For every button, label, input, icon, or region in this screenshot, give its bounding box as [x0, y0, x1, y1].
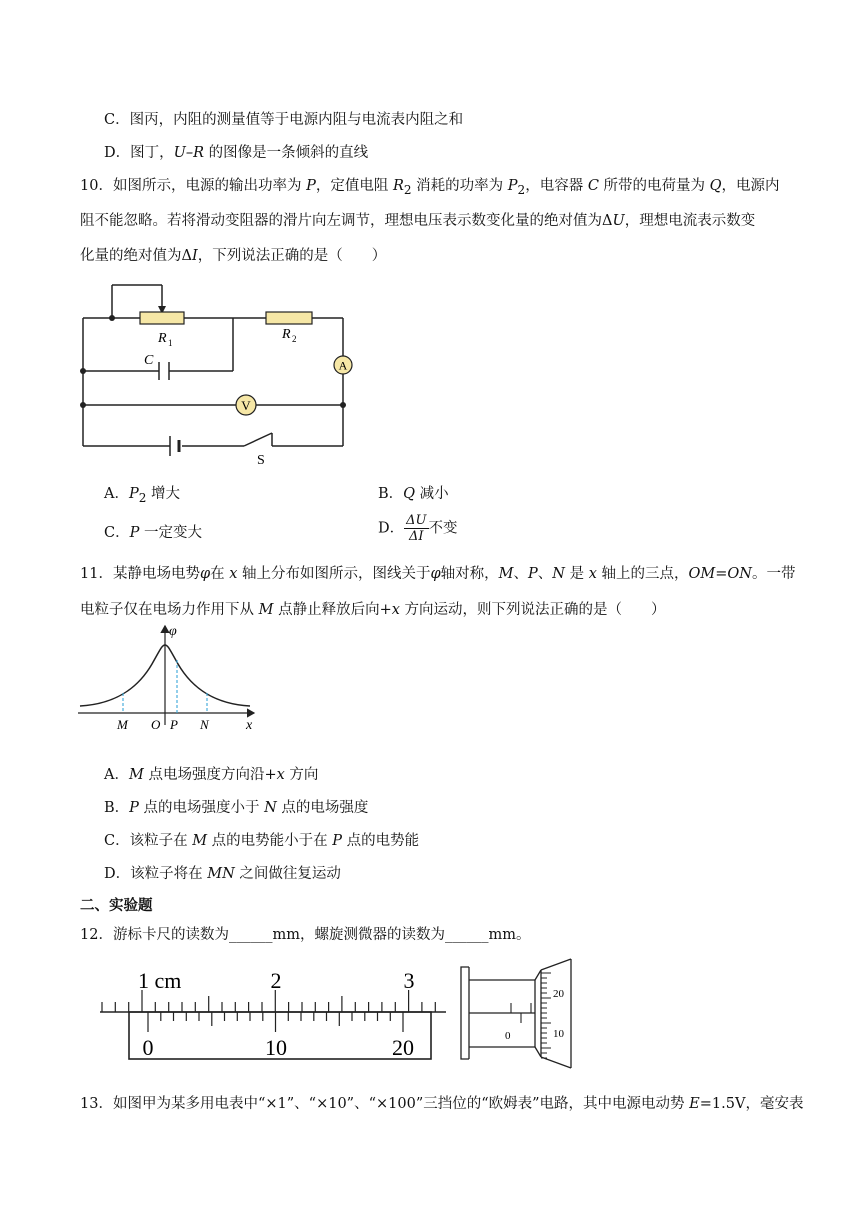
- vernier-label-0: 0: [142, 1035, 154, 1060]
- r1-label: R: [158, 331, 167, 346]
- main-scale-label-1cm: 1 cm: [138, 968, 182, 993]
- x-axis-label: x: [246, 718, 253, 733]
- q10-option-a: A．$P_2$ 增大: [104, 486, 181, 505]
- q10-option-b: B．Q 减小: [378, 486, 449, 502]
- q11-option-a: A．M 点电场强度方向沿+x 方向: [104, 767, 319, 783]
- switch-label: S: [257, 453, 265, 468]
- r1-sub-label: 1: [168, 338, 173, 348]
- main-scale-label-3: 3: [403, 968, 415, 993]
- q10-stem-line3: 化量的绝对值为ΔI，下列说法正确的是（ ）: [80, 248, 387, 264]
- q11-stem-line1: 11．某静电场电势φ在 x 轴上分布如图所示，图线关于φ轴对称，M、P、N 是 x 轴上的三点，OM=ON。一带: [80, 566, 796, 582]
- delta-u-over-delta-i: $\frac{\Delta U}{\Delta I}$: [406, 513, 427, 544]
- r2-sub-label: 2: [292, 334, 297, 344]
- r2-label: R: [282, 327, 291, 342]
- voltmeter-label: V: [241, 398, 251, 413]
- q9-option-d: D．图丁，U–R 的图像是一条倾斜的直线: [104, 145, 369, 161]
- q10-option-c: C．P 一定变大: [104, 525, 202, 541]
- q10-stem-line2: 阻不能忽略。若将滑动变阻器的滑片向左调节，理想电压表示数变化量的绝对值为ΔU，理想电流表示数变: [80, 213, 756, 229]
- main-scale-label-2: 2: [270, 968, 282, 993]
- q11-option-b: B．P 点的电场强度小于 N 点的电场强度: [104, 800, 369, 816]
- q11-stem-line2: 电粒子仅在电场力作用下从 M 点静止释放后向+x 方向运动，则下列说法正确的是（ ）: [80, 602, 666, 618]
- sleeve-label-0: 0: [505, 1030, 511, 1042]
- origin-o-label: O: [151, 717, 161, 732]
- q11-potential-graph: [76, 620, 266, 740]
- q11-option-d: D．该粒子将在 MN 之间做往复运动: [104, 866, 341, 882]
- answer-blank-micrometer: ______: [444, 927, 489, 943]
- ammeter-label: A: [338, 358, 348, 373]
- micrometer-diagram: [453, 955, 578, 1070]
- q12-stem: 12．游标卡尺的读数为______mm，螺旋测微器的读数为______mm。: [80, 927, 531, 943]
- q13-stem: 13．如图甲为某多用电表中“×1”、“×10”、“×100”三挡位的“欧姆表”电路，其中电源电动势 E=1.5V，毫安表: [80, 1096, 804, 1112]
- q11-option-c: C．该粒子在 M 点的电势能小于在 P 点的电势能: [104, 833, 420, 849]
- thimble-label-20: 20: [553, 988, 564, 1000]
- vernier-label-10: 10: [265, 1035, 287, 1060]
- section-heading: 二、实验题: [80, 897, 153, 914]
- q10-stem-line1: 10．如图所示，电源的输出功率为 P，定值电阻 $R_2$ 消耗的功率为 $P_2$，电容器 C 所带的电荷量为 Q，电源内: [80, 178, 780, 197]
- q10-option-d: D． $\frac{\Delta U}{\Delta I}$ 不变: [378, 513, 458, 544]
- vernier-caliper-diagram: [96, 962, 450, 1066]
- point-p-label: P: [170, 717, 178, 732]
- point-n-label: N: [200, 717, 209, 732]
- point-m-label: M: [117, 717, 128, 732]
- answer-blank-caliper: ______: [228, 927, 273, 943]
- vernier-label-20: 20: [392, 1035, 414, 1060]
- q10-circuit-diagram: [76, 278, 361, 468]
- thimble-label-10: 10: [553, 1028, 564, 1040]
- phi-axis-label: φ: [169, 624, 177, 639]
- q9-option-c: C．图丙，内阻的测量值等于电源内阻与电流表内阻之和: [104, 112, 464, 128]
- capacitor-label: C: [144, 353, 154, 368]
